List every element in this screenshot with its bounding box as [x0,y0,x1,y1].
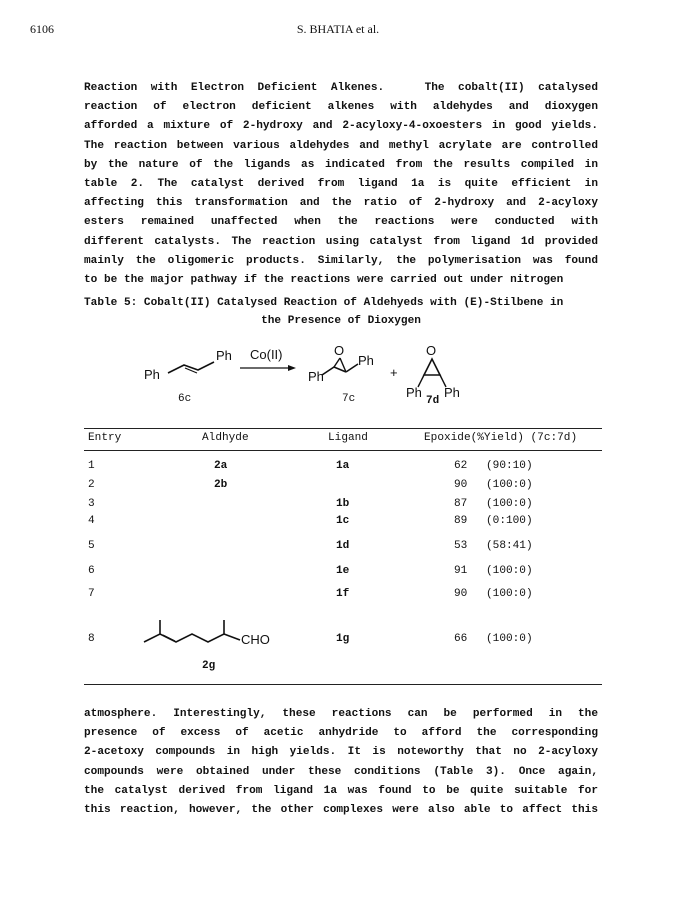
cell-entry: 5 [88,540,95,552]
phenyl-label: Ph [406,385,422,400]
paragraph-line: table 2. The catalyst derived from ligand 1a is quite efficient in [84,178,598,191]
section-heading: Reaction with Electron Deficient Alkenes. [84,82,385,94]
table-top-rule [84,428,602,429]
table-row [84,498,602,516]
table-row [84,565,602,583]
paragraph-line: Reaction with Electron Deficient Alkenes. The cobalt(II) catalysed [84,82,598,94]
cell-ligand: 1e [336,565,350,577]
cell-ratio: (100:0) [486,633,533,645]
phenyl-label: Ph [216,348,232,363]
reagent-label: Co(II) [250,347,283,362]
compound-label-7d: 7d [426,395,440,407]
phenyl-label: Ph [144,367,160,382]
cell-entry: 4 [88,515,95,527]
table-row [84,540,602,558]
compound-label-2g: 2g [202,660,216,672]
table-row [84,588,602,606]
table-row [84,479,602,497]
cell-ligand: 1b [336,498,350,510]
phenyl-label: Ph [444,385,460,400]
cell-yield: 62 [454,460,468,472]
table-caption-line: the Presence of Dioxygen [261,315,421,327]
paragraph-line: The reaction between various aldehydes and methyl acrylate are controlled [84,139,598,152]
table-row [84,460,602,478]
phenyl-label: Ph [358,353,374,368]
cell-yield: 89 [454,515,468,527]
cell-ligand: 1f [336,588,350,600]
cell-yield: 90 [454,479,468,491]
plus-sign: + [390,365,398,380]
column-header-entry: Entry [88,432,122,444]
cho-label: CHO [241,632,270,647]
table-caption [84,294,598,330]
compound-label-7c: 7c [342,393,356,405]
paragraph-line: affecting this transformation and the ratio of 2-hydroxy and 2-acyloxy [84,197,598,210]
oxygen-label: O [426,343,437,358]
paragraph-line: presence of excess of acetic anhydride to afford the corresponding [84,727,598,740]
paragraph-line: mainly the oligomeric products. Similarly, the polymerisation was found [84,254,598,267]
cell-ligand: 1g [336,633,350,645]
column-header-ligand: Ligand [328,432,368,444]
cell-aldehyde: 2b [214,479,228,491]
cell-ratio: (100:0) [486,479,533,491]
cell-ratio: (90:10) [486,460,533,472]
cell-ratio: (100:0) [486,565,533,577]
table-header-row [84,432,602,448]
page-number: 6106 [30,22,54,36]
cell-ratio: (100:0) [486,588,533,600]
reaction-scheme [140,335,500,430]
paragraph-line: this reaction, however, the other complexes were also able to affect this [84,804,598,817]
compound-label-6c: 6c [178,393,192,405]
cell-entry: 8 [88,633,95,645]
cell-entry: 3 [88,498,95,510]
column-header-epoxide: Epoxide(%Yield) (7c:7d) [424,432,578,444]
cell-yield: 87 [454,498,468,510]
paragraph-line: reaction of electron deficient alkenes with aldehydes and dioxygen [84,101,598,114]
oxygen-label: O [334,343,345,358]
running-head: S. BHATIA et al. [296,22,380,36]
column-header-aldehyde: Aldhyde [202,432,249,444]
paragraph-line: to be the major pathway if the reactions were carried out under nitrogen [84,274,564,287]
paragraph-line: compounds were obtained under these conditions (Table 3). Once again, [84,765,598,778]
paragraph-line: the catalyst derived from ligand 1a was found to be quite suitable for [84,784,598,797]
cell-ratio: (100:0) [486,498,533,510]
page-header [30,22,646,40]
paragraph-line: by the nature of the ligands as indicated from the results compiled in [84,158,598,171]
paragraph-line: atmosphere. Interestingly, these reactions can be performed in the [84,708,598,720]
cell-ligand: 1c [336,515,350,527]
cell-ratio: (0:100) [486,515,533,527]
cell-ratio: (58:41) [486,540,533,552]
cell-entry: 1 [88,460,95,472]
paragraph-electron-deficient-alkenes [84,79,598,290]
phenyl-label: Ph [308,369,324,384]
cell-ligand: 1a [336,460,350,472]
cell-entry: 6 [88,565,95,577]
table-header-rule [84,450,602,451]
paragraph-line: different catalysts. The reaction using catalyst from ligand 1d provided [84,235,598,248]
cell-yield: 66 [454,633,468,645]
table-caption-line: Table 5: Cobalt(II) Catalysed Reaction of Aldehyeds with (E)-Stilbene in [84,297,564,309]
cell-ligand: 1d [336,540,350,552]
cell-entry: 2 [88,479,95,491]
table-row [84,515,602,533]
paragraph-continuation [84,705,598,820]
paragraph-line: afforded a mixture of 2-hydroxy and 2-acyloxy-4-oxoesters in good yields. [84,120,598,133]
paragraph-line: esters remained unaffected when the reactions were conducted with [84,216,598,229]
paragraph-line: 2-acetoxy compounds in high yields. It is noteworthy that no 2-acyloxy [84,746,598,759]
cell-yield: 90 [454,588,468,600]
cell-entry: 7 [88,588,95,600]
cell-aldehyde: 2a [214,460,228,472]
cell-yield: 53 [454,540,468,552]
cell-yield: 91 [454,565,468,577]
table-bottom-rule [84,684,602,685]
